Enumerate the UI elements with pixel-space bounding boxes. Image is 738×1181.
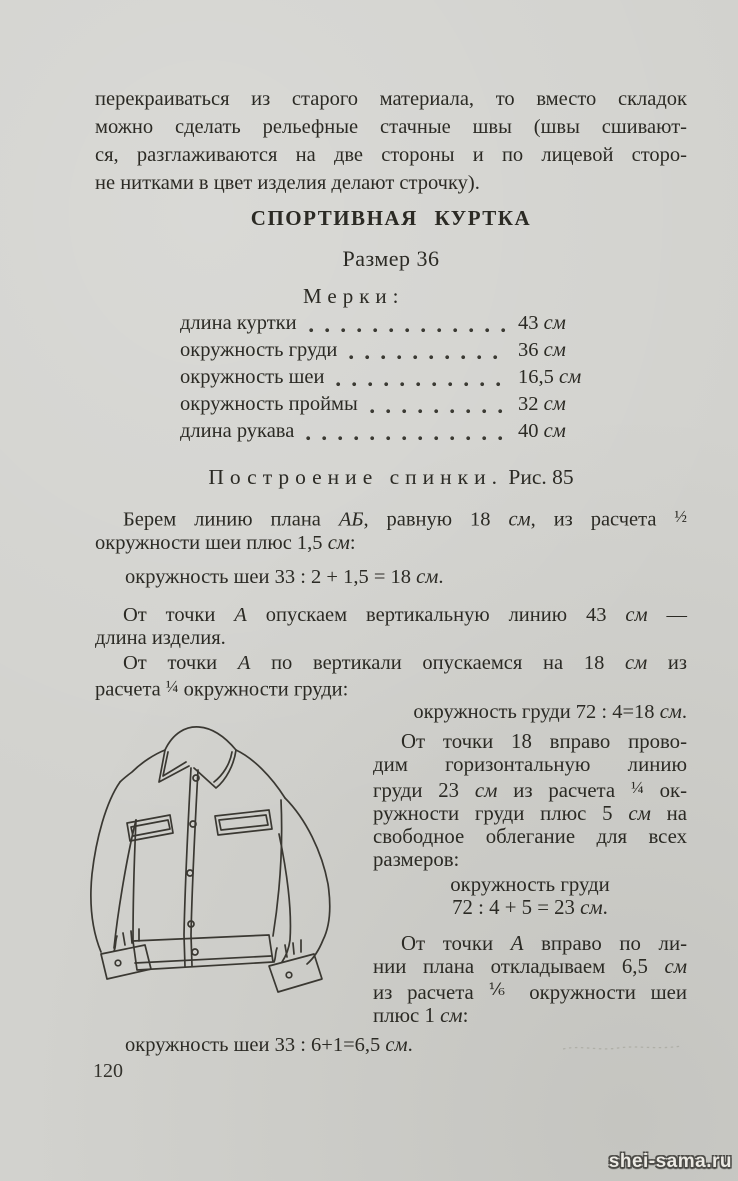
text-segment: см (385, 1034, 408, 1057)
dot-leader (349, 346, 508, 366)
right-cuff (269, 954, 322, 992)
right-text-column (373, 730, 687, 1025)
pencil-scribble-mark (560, 1040, 685, 1056)
text-line (95, 113, 687, 141)
measurement-name: длина куртки (180, 312, 297, 334)
measurement-value (518, 312, 613, 335)
collar-left-stitch (163, 752, 186, 776)
measurement-unit: см (559, 366, 582, 388)
text-segment: из расчета (373, 980, 489, 1004)
dot-leader (336, 373, 508, 393)
text-line (95, 141, 687, 169)
text-segment: свободное облегание для всех (373, 825, 687, 849)
section-heading-spaced: Построение спинки. (208, 465, 503, 489)
text-line (95, 505, 687, 532)
measurement-value (518, 339, 613, 362)
text-segment: ¼ (165, 676, 179, 696)
paragraph-chest-width (373, 730, 687, 871)
waistband-stitch (135, 956, 271, 963)
page-title: СПОРТИВНАЯ КУРТКА (250, 206, 532, 230)
button-waistband (192, 949, 198, 955)
measurement-name: окружность шеи (180, 366, 325, 388)
text-segment: ⅙ (488, 980, 515, 1000)
right-shoulder (236, 750, 285, 798)
watermark: shei-sama.ru (608, 1151, 732, 1172)
measurement-unit: см (543, 393, 566, 415)
page-content (95, 85, 687, 1057)
text-segment: см (628, 802, 651, 826)
text-segment: — (647, 603, 687, 626)
text-segment: см (580, 896, 603, 920)
text-segment: . (438, 565, 444, 588)
text-line (95, 652, 687, 675)
waistband-outline (133, 935, 273, 970)
measurement-number: 32 (518, 393, 544, 415)
text-segment: расчета (95, 678, 166, 701)
text-segment: см (508, 508, 531, 531)
formula-neck-sixth-text (125, 1034, 413, 1056)
formula-neck-half (125, 566, 687, 589)
button-3 (187, 870, 193, 876)
measurement-value (518, 366, 613, 389)
text-line (373, 1004, 687, 1027)
text-segment: окружности шеи плюс 1,5 (95, 531, 328, 554)
text-line (373, 776, 687, 802)
text-segment: , равную 18 (363, 508, 509, 531)
measurement-unit: см (543, 339, 566, 361)
placket-right-line (191, 770, 198, 966)
text-line (373, 873, 687, 896)
text-segment: см (659, 701, 682, 724)
text-segment: по вертикали опускаемся на 18 (250, 651, 626, 674)
right-pocket-flap (215, 810, 272, 835)
measurement-unit: см (543, 312, 566, 334)
text-segment: ¼ (630, 778, 644, 798)
text-segment: От точки (123, 603, 235, 626)
jacket-sketch-svg (73, 704, 373, 1034)
text-segment: окружность шеи 33 : 6+1=6,5 (125, 1034, 386, 1057)
collar-right-stitch (214, 752, 232, 782)
text-segment: окружность шеи 33 : 2 + 1,5 = 18 (125, 565, 417, 588)
text-segment: опускаем вертикальную линию 43 (246, 603, 626, 626)
measurements-label: Мерки: (303, 284, 405, 308)
measurement-name: длина рукава (180, 420, 295, 442)
collar-left-lapel (159, 750, 189, 782)
right-pocket-stitch (219, 815, 268, 830)
paragraph-vertical-line (95, 604, 687, 650)
left-shoulder (120, 750, 165, 782)
paragraph-neck-width (373, 932, 687, 1027)
text-line (95, 532, 687, 555)
body-right-seam (273, 800, 282, 936)
text-segment: не нитками в цвет изделия делают строчку). (95, 172, 480, 194)
left-cuff-gather-2 (131, 931, 132, 943)
text-line (373, 753, 687, 776)
text-segment: см (416, 565, 439, 588)
measurement-name: окружность проймы (180, 393, 358, 415)
text-line (95, 85, 687, 113)
measurement-name: окружность груди (180, 339, 338, 361)
dot-leader (370, 400, 508, 420)
text-segment: можно сделать рельефные стачные швы (швы сшивают- (95, 116, 687, 138)
measurement-row (180, 312, 613, 339)
formula-neck-sixth (125, 1034, 687, 1057)
formula-chest-plus-ease (373, 873, 687, 919)
right-cuff-gather-2 (293, 943, 294, 954)
measurement-number: 36 (518, 339, 544, 361)
right-cuff-button (286, 973, 292, 979)
text-line (95, 604, 687, 627)
text-segment: 72 : 4 + 5 = 23 (452, 896, 581, 920)
right-cuff-gather-4 (274, 948, 277, 962)
measurement-row (180, 420, 613, 447)
text-segment: окружность груди (450, 873, 610, 897)
text-segment: см (625, 651, 648, 674)
text-segment: От точки (401, 932, 511, 956)
text-line (373, 896, 687, 919)
placket-left-line (184, 768, 191, 967)
measurement-row (180, 393, 613, 420)
text-segment: Берем линию плана (123, 508, 339, 531)
text-line (95, 627, 687, 650)
dot-leader (309, 319, 508, 339)
text-segment: . (681, 701, 687, 724)
section-heading-figure-ref: Рис. 85 (508, 465, 574, 489)
text-segment: : (462, 1003, 469, 1027)
text-line (373, 932, 687, 955)
page-number: 120 (93, 1060, 123, 1082)
text-segment: см (440, 1003, 463, 1027)
text-segment: , из расчета (530, 508, 675, 531)
text-segment: размеров: (373, 848, 460, 872)
text-segment: От точки (123, 651, 238, 674)
right-sleeve-outer (285, 798, 330, 964)
measurement-number: 40 (518, 420, 544, 442)
text-segment: . (407, 1034, 413, 1057)
measurement-row (180, 366, 613, 393)
collar-right-lapel (194, 750, 236, 788)
text-segment: А (510, 932, 524, 956)
collar-outline (165, 727, 236, 750)
text-line (373, 825, 687, 848)
text-segment: вправо по ли- (523, 932, 687, 956)
text-segment: плюс 1 (373, 1003, 441, 1027)
text-segment: длина изделия. (95, 626, 226, 649)
paragraph-plan-line (95, 505, 687, 555)
text-segment: окружности шеи (514, 980, 687, 1004)
text-segment: см (327, 531, 350, 554)
measurement-value (518, 393, 613, 416)
left-pocket-stitch (131, 820, 170, 836)
figure-and-text-columns (95, 730, 687, 1025)
text-segment: ся, разглаживаются на две стороны и по лицевой сторо- (95, 144, 687, 166)
text-segment: см (625, 603, 648, 626)
jacket-illustration (73, 704, 373, 1025)
measurement-value (518, 420, 613, 443)
text-segment: окружности груди: (178, 678, 349, 701)
text-line (373, 802, 687, 825)
text-segment: ружности груди плюс 5 (373, 802, 629, 826)
text-segment: перекраиваться из старого материала, то вместо складок (95, 88, 687, 110)
text-segment: из (647, 651, 687, 674)
text-segment: . (602, 896, 608, 920)
left-cuff-button (115, 961, 121, 967)
text-segment: А (237, 651, 251, 674)
text-segment: см (664, 955, 687, 979)
text-segment: А (234, 603, 247, 626)
body-left-seam (133, 820, 136, 941)
text-line (373, 848, 687, 871)
section-heading (95, 464, 687, 490)
text-line (373, 955, 687, 978)
text-line (95, 169, 687, 197)
measurement-row (180, 339, 613, 366)
measurement-unit: см (543, 420, 566, 442)
text-segment: окружность груди 72 : 4=18 (413, 701, 660, 724)
text-segment: : (349, 531, 356, 554)
text-segment: см (474, 779, 498, 803)
left-cuff-gather-1 (123, 933, 125, 945)
text-segment: груди 23 (373, 779, 475, 803)
measurement-number: 16,5 (518, 366, 559, 388)
text-segment: на (650, 802, 687, 826)
text-segment: От точки 18 вправо прово- (401, 730, 687, 754)
text-segment: ½ (674, 507, 687, 526)
left-sleeve-outer (91, 782, 120, 952)
text-segment: АБ (338, 508, 364, 531)
text-segment: из расчета (497, 779, 631, 803)
size-subtitle: Размер 36 (342, 246, 440, 271)
text-line (373, 978, 687, 1004)
text-line (373, 730, 687, 753)
measurement-number: 43 (518, 312, 544, 334)
text-segment: нии плана откладываем 6,5 (373, 955, 665, 979)
dot-leader (306, 427, 508, 447)
text-line (95, 675, 687, 702)
text-segment: дим горизонтальную линию (373, 753, 687, 777)
intro-paragraph (95, 85, 687, 197)
text-segment: ок- (643, 779, 687, 803)
measurements-list (180, 312, 613, 447)
paragraph-chest-depth (95, 652, 687, 702)
